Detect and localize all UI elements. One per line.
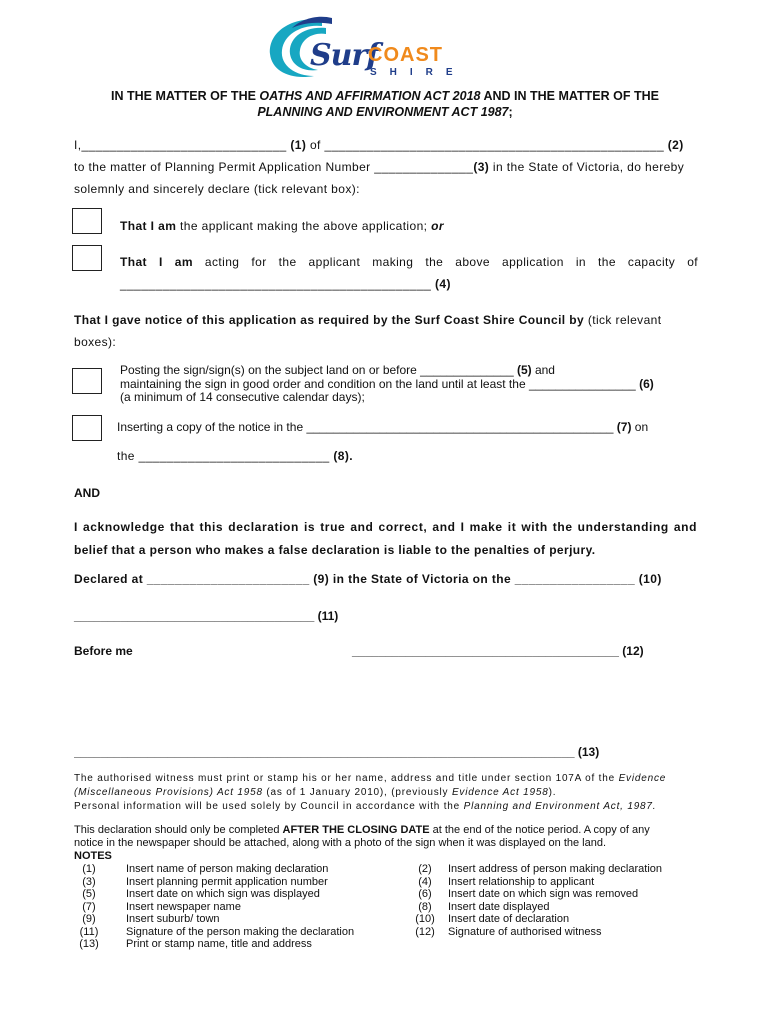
note-act-name: (Miscellaneous Provisions) Act 1958 [74, 787, 263, 798]
marker-8: (8) [333, 449, 350, 463]
intro-text: in the State of Victoria, do hereby [489, 160, 685, 174]
checkbox-posting[interactable] [72, 368, 102, 394]
note-text: Insert date displayed [448, 900, 550, 913]
option-bold: That I am [120, 255, 193, 269]
note-number: (6) [418, 888, 432, 900]
and-heading: AND [74, 486, 100, 500]
witness-signature-line[interactable]: ________________________________________ (12) [352, 644, 644, 658]
closing-note [74, 824, 704, 850]
note-text: Insert relationship to applicant [448, 875, 595, 888]
note-number: (9) [82, 913, 96, 925]
witness-details-line[interactable]: ___________________________________________________________________________ (13) [74, 745, 600, 759]
intro-line-2 [74, 160, 704, 174]
note-text: Insert date of declaration [448, 913, 570, 925]
logo-text-coast: COAST [368, 44, 443, 66]
marker-5: (5) [516, 363, 532, 377]
notice-bold: That I gave notice of this application as required by the Surf Coast Shire Council by [74, 313, 585, 327]
capacity-field[interactable]: ____________________________________________ [120, 277, 435, 291]
note-text: The authorised witness must print or stamp his or her name, address and title under section 107A of the [74, 773, 619, 784]
notice-rest: (tick relevant [584, 313, 662, 327]
declarant-signature-line[interactable]: ____________________________________ (11) [74, 609, 339, 623]
acknowledge-line-2: belief that a person who makes a false declaration is liable to the penalties of perjury. [74, 543, 596, 557]
name-field[interactable]: I,_____________________________ [74, 138, 287, 152]
witness-note [74, 772, 704, 800]
marker-2: (2) [667, 138, 684, 152]
checkbox-applicant[interactable] [72, 208, 102, 234]
note-number: (11) [79, 925, 99, 938]
note-act-name: Evidence Act 1958 [451, 787, 549, 798]
note-text: Insert newspaper name [126, 900, 241, 913]
logo-text-surf: Surf [310, 38, 379, 73]
note-number: (12) [415, 925, 435, 938]
notice-line-2: boxes): [74, 335, 117, 349]
sign-removed-field[interactable]: maintaining the sign in good order and condition on the land until at least the ________________ [120, 376, 640, 391]
note-text: ). [548, 787, 557, 798]
title-act-planning: PLANNING AND ENVIRONMENT ACT 1987 [257, 105, 509, 119]
checkbox-inserting[interactable] [72, 415, 102, 441]
note-text: Personal information will be used solely by Council in accordance with the [74, 801, 464, 812]
note-text: Insert planning permit application number [126, 875, 328, 888]
note-text: Insert name of person making declaration [126, 863, 329, 875]
date-displayed-field[interactable]: the ___________________________ [117, 449, 334, 463]
before-me-label: Before me [74, 644, 133, 658]
notes-heading: NOTES [74, 850, 112, 862]
note-number: (13) [79, 938, 99, 950]
note-number: (3) [82, 875, 96, 888]
note-number: (5) [82, 888, 96, 900]
capacity-line [120, 277, 451, 291]
address-field[interactable]: of ________________________________________________ [306, 138, 668, 152]
note-number: (10) [415, 913, 435, 925]
marker-6: (6) [639, 376, 654, 391]
marker-4: (4) [434, 277, 451, 291]
marker-1: (1) [290, 138, 307, 152]
note-act-name: Evidence [618, 773, 667, 784]
note-text: Insert date on which sign was removed [448, 888, 639, 900]
option-rest: the applicant making the above application; [176, 219, 432, 233]
title-part: IN THE MATTER OF THE [111, 89, 260, 103]
note-text: Insert suburb/ town [126, 913, 220, 925]
option-acting-text [120, 255, 698, 269]
option-or: or [431, 219, 444, 233]
notes-list [74, 863, 704, 963]
newspaper-field[interactable]: Inserting a copy of the notice in the ______________________________________________ [117, 420, 617, 434]
personal-info-note [74, 800, 704, 814]
sign-date-field[interactable]: Posting the sign/sign(s) on the subject land on or before ______________ [120, 363, 517, 377]
note-text: Insert address of person making declaration [448, 863, 663, 875]
note-text: Signature of authorised witness [448, 925, 602, 938]
title-act-oaths: OATHS AND AFFIRMATION ACT 2018 [259, 89, 481, 103]
note-text: Print or stamp name, title and address [126, 938, 312, 950]
intro-line-3: solemnly and sincerely declare (tick relevant box): [74, 182, 360, 196]
checkbox-acting[interactable] [72, 245, 102, 271]
inserting-text: on [631, 420, 649, 434]
inserting-line-2 [117, 449, 353, 463]
posting-text-part: (a minimum of 14 consecutive calendar days); [120, 390, 365, 404]
posting-text [120, 364, 700, 405]
note-text: Signature of the person making the declaration [126, 925, 355, 938]
closing-text: This declaration should only be completed [74, 824, 283, 836]
note-number: (2) [418, 863, 432, 875]
marker-3: (3) [473, 160, 490, 174]
closing-emphasis: AFTER THE CLOSING DATE [282, 824, 430, 836]
closing-text: notice in the newspaper should be attached, along with a photo of the sign when it was displayed on the land. [74, 837, 607, 849]
inserting-text: . [349, 449, 353, 463]
note-text: (as of 1 January 2010), (previously [262, 787, 452, 798]
intro-line-1 [74, 138, 704, 152]
note-number: (4) [418, 875, 432, 888]
title-part: AND IN THE MATTER OF THE [480, 89, 659, 103]
notice-paragraph [74, 313, 704, 327]
note-number: (1) [82, 863, 96, 875]
note-number: (7) [82, 900, 96, 913]
title-part: ; [508, 105, 513, 119]
marker-7: (7) [616, 420, 632, 434]
posting-text-part: and [531, 363, 555, 377]
option-rest: acting for the applicant making the above application in the capacity of [192, 255, 698, 269]
option-bold: That I am [120, 219, 177, 233]
acknowledge-line-1: I acknowledge that this declaration is true and correct, and I make it with the understanding and [74, 520, 697, 534]
application-number-field[interactable]: to the matter of Planning Permit Application Number ______________ [74, 160, 474, 174]
declared-at-line[interactable]: Declared at _______________________ (9) in the State of Victoria on the _________________ (10) [74, 572, 662, 586]
inserting-line-1 [117, 420, 648, 434]
note-text: Insert date on which sign was displayed [126, 888, 320, 900]
document-title [60, 88, 710, 120]
closing-text: at the end of the notice period. A copy of any [429, 824, 650, 836]
logo-text-shire: SHIRE [370, 67, 466, 78]
note-number: (8) [418, 900, 432, 913]
note-act-name: Planning and Environment Act, 1987. [463, 801, 657, 812]
option-applicant-text [120, 219, 444, 233]
surf-coast-shire-logo [262, 14, 472, 84]
